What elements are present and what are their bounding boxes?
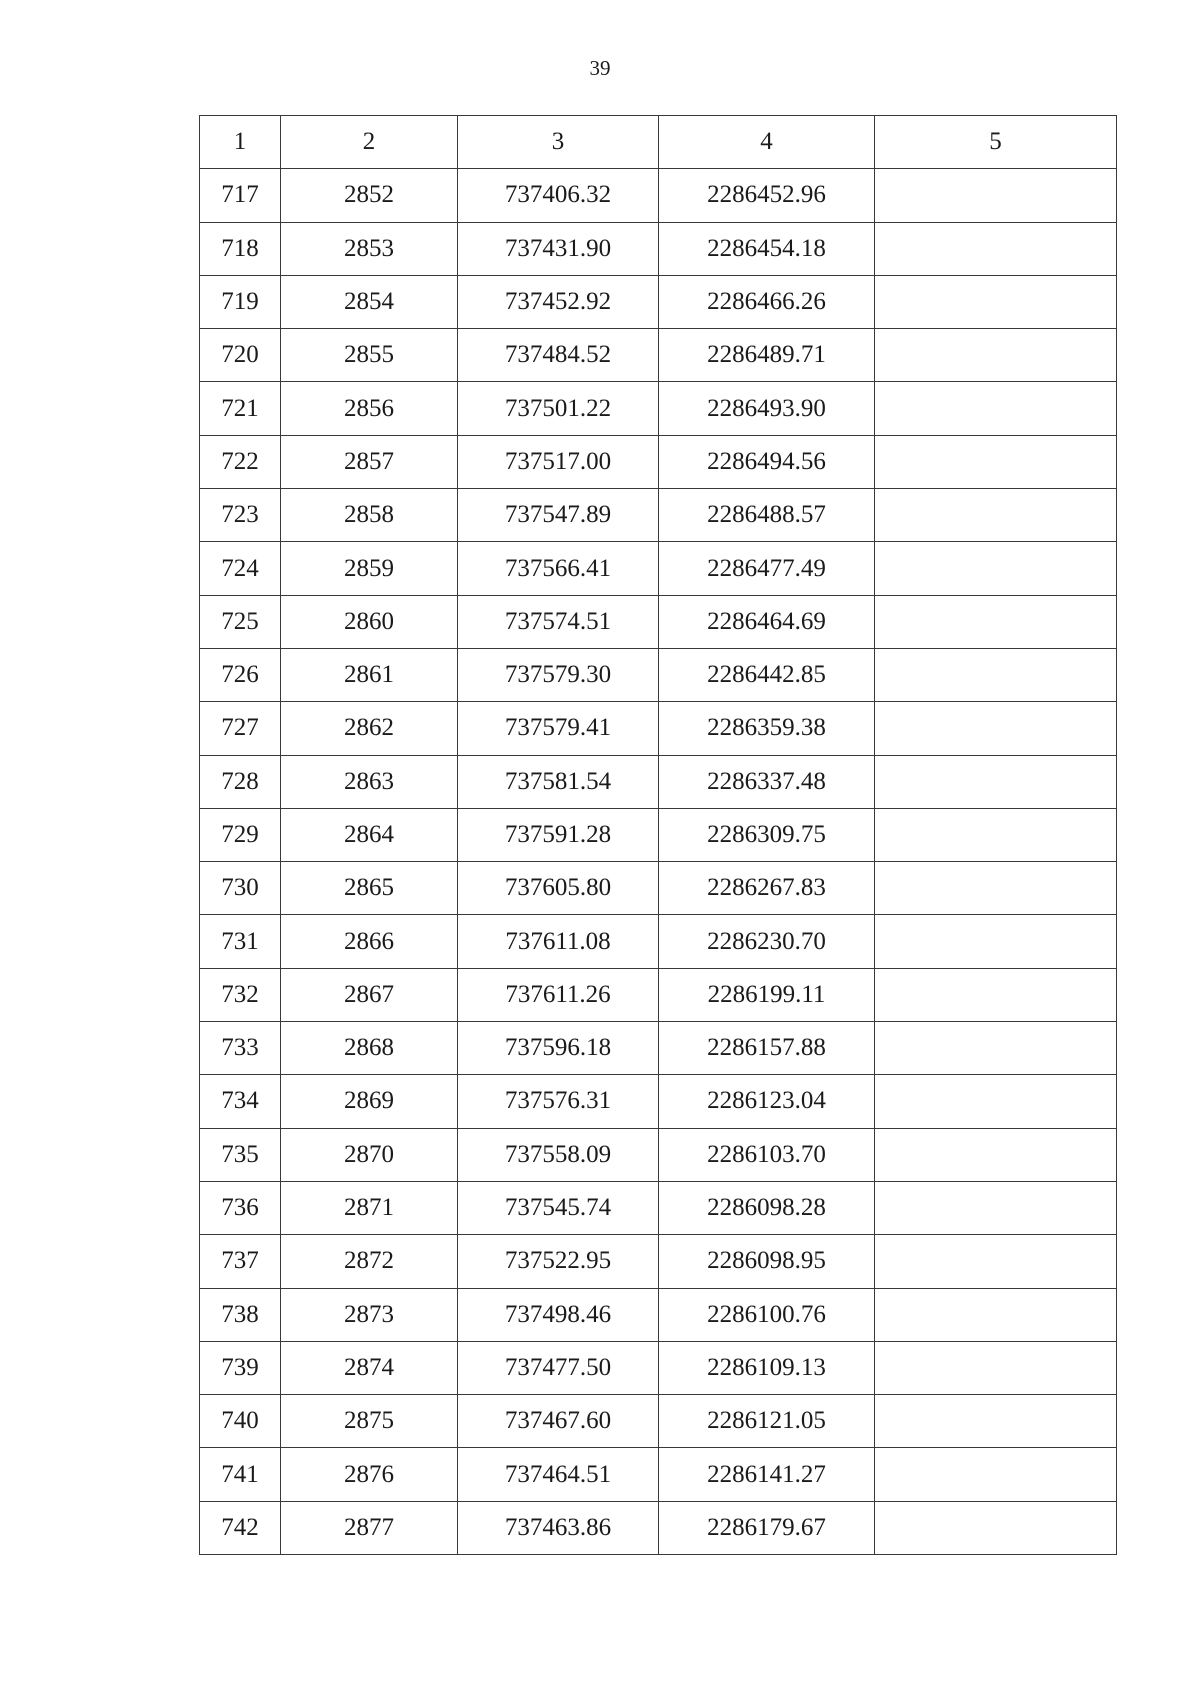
point-number-cell: 2863 bbox=[281, 755, 458, 808]
index-cell: 740 bbox=[200, 1395, 281, 1448]
x-coordinate-cell: 737484.52 bbox=[458, 329, 659, 382]
y-coordinate-cell: 2286121.05 bbox=[659, 1395, 875, 1448]
table-row bbox=[200, 1075, 1117, 1128]
point-number-cell: 2858 bbox=[281, 489, 458, 542]
table-row bbox=[200, 275, 1117, 328]
y-coordinate-cell: 2286199.11 bbox=[659, 968, 875, 1021]
y-coordinate-cell: 2286141.27 bbox=[659, 1448, 875, 1501]
point-number-cell: 2873 bbox=[281, 1288, 458, 1341]
note-cell bbox=[875, 648, 1117, 701]
index-cell: 725 bbox=[200, 595, 281, 648]
index-cell: 722 bbox=[200, 435, 281, 488]
x-coordinate-cell: 737406.32 bbox=[458, 169, 659, 222]
y-coordinate-cell: 2286098.95 bbox=[659, 1235, 875, 1288]
x-coordinate-cell: 737545.74 bbox=[458, 1181, 659, 1234]
index-cell: 729 bbox=[200, 808, 281, 861]
point-number-cell: 2869 bbox=[281, 1075, 458, 1128]
table-row bbox=[200, 542, 1117, 595]
index-cell: 731 bbox=[200, 915, 281, 968]
point-number-cell: 2860 bbox=[281, 595, 458, 648]
index-cell: 734 bbox=[200, 1075, 281, 1128]
index-cell: 727 bbox=[200, 702, 281, 755]
index-cell: 737 bbox=[200, 1235, 281, 1288]
y-coordinate-cell: 2286309.75 bbox=[659, 808, 875, 861]
index-cell: 733 bbox=[200, 1022, 281, 1075]
y-coordinate-cell: 2286464.69 bbox=[659, 595, 875, 648]
point-number-cell: 2856 bbox=[281, 382, 458, 435]
table-row bbox=[200, 435, 1117, 488]
x-coordinate-cell: 737576.31 bbox=[458, 1075, 659, 1128]
point-number-cell: 2868 bbox=[281, 1022, 458, 1075]
x-coordinate-cell: 737591.28 bbox=[458, 808, 659, 861]
index-cell: 723 bbox=[200, 489, 281, 542]
table-row bbox=[200, 968, 1117, 1021]
note-cell bbox=[875, 542, 1117, 595]
y-coordinate-cell: 2286359.38 bbox=[659, 702, 875, 755]
point-number-cell: 2874 bbox=[281, 1341, 458, 1394]
y-coordinate-cell: 2286494.56 bbox=[659, 435, 875, 488]
index-cell: 732 bbox=[200, 968, 281, 1021]
point-number-cell: 2864 bbox=[281, 808, 458, 861]
index-cell: 741 bbox=[200, 1448, 281, 1501]
index-cell: 718 bbox=[200, 222, 281, 275]
x-coordinate-cell: 737558.09 bbox=[458, 1128, 659, 1181]
y-coordinate-cell: 2286123.04 bbox=[659, 1075, 875, 1128]
page-number: 39 bbox=[589, 56, 611, 80]
x-coordinate-cell: 737611.26 bbox=[458, 968, 659, 1021]
note-cell bbox=[875, 169, 1117, 222]
point-number-cell: 2877 bbox=[281, 1501, 458, 1554]
note-cell bbox=[875, 1395, 1117, 1448]
note-cell bbox=[875, 382, 1117, 435]
table-row bbox=[200, 1448, 1117, 1501]
note-cell bbox=[875, 1075, 1117, 1128]
point-number-cell: 2853 bbox=[281, 222, 458, 275]
index-cell: 742 bbox=[200, 1501, 281, 1554]
header-cell-5: 5 bbox=[875, 116, 1117, 169]
note-cell bbox=[875, 1022, 1117, 1075]
x-coordinate-cell: 737463.86 bbox=[458, 1501, 659, 1554]
point-number-cell: 2866 bbox=[281, 915, 458, 968]
table-row bbox=[200, 222, 1117, 275]
y-coordinate-cell: 2286100.76 bbox=[659, 1288, 875, 1341]
index-cell: 736 bbox=[200, 1181, 281, 1234]
index-cell: 728 bbox=[200, 755, 281, 808]
table-row bbox=[200, 595, 1117, 648]
table-row bbox=[200, 1181, 1117, 1234]
note-cell bbox=[875, 329, 1117, 382]
x-coordinate-cell: 737581.54 bbox=[458, 755, 659, 808]
note-cell bbox=[875, 915, 1117, 968]
note-cell bbox=[875, 702, 1117, 755]
index-cell: 735 bbox=[200, 1128, 281, 1181]
y-coordinate-cell: 2286493.90 bbox=[659, 382, 875, 435]
note-cell bbox=[875, 595, 1117, 648]
table-row bbox=[200, 329, 1117, 382]
y-coordinate-cell: 2286452.96 bbox=[659, 169, 875, 222]
point-number-cell: 2875 bbox=[281, 1395, 458, 1448]
x-coordinate-cell: 737566.41 bbox=[458, 542, 659, 595]
point-number-cell: 2865 bbox=[281, 862, 458, 915]
y-coordinate-cell: 2286098.28 bbox=[659, 1181, 875, 1234]
point-number-cell: 2855 bbox=[281, 329, 458, 382]
y-coordinate-cell: 2286477.49 bbox=[659, 542, 875, 595]
point-number-cell: 2871 bbox=[281, 1181, 458, 1234]
index-cell: 738 bbox=[200, 1288, 281, 1341]
table-header-row bbox=[200, 116, 1117, 169]
y-coordinate-cell: 2286157.88 bbox=[659, 1022, 875, 1075]
note-cell bbox=[875, 808, 1117, 861]
x-coordinate-cell: 737579.30 bbox=[458, 648, 659, 701]
point-number-cell: 2859 bbox=[281, 542, 458, 595]
table-row bbox=[200, 169, 1117, 222]
x-coordinate-cell: 737501.22 bbox=[458, 382, 659, 435]
x-coordinate-cell: 737467.60 bbox=[458, 1395, 659, 1448]
y-coordinate-cell: 2286454.18 bbox=[659, 222, 875, 275]
table-row bbox=[200, 382, 1117, 435]
y-coordinate-cell: 2286179.67 bbox=[659, 1501, 875, 1554]
note-cell bbox=[875, 862, 1117, 915]
note-cell bbox=[875, 1181, 1117, 1234]
index-cell: 717 bbox=[200, 169, 281, 222]
x-coordinate-cell: 737574.51 bbox=[458, 595, 659, 648]
point-number-cell: 2867 bbox=[281, 968, 458, 1021]
x-coordinate-cell: 737452.92 bbox=[458, 275, 659, 328]
point-number-cell: 2854 bbox=[281, 275, 458, 328]
x-coordinate-cell: 737498.46 bbox=[458, 1288, 659, 1341]
coordinates-table bbox=[199, 115, 1117, 1555]
y-coordinate-cell: 2286103.70 bbox=[659, 1128, 875, 1181]
header-cell-3: 3 bbox=[458, 116, 659, 169]
table-row bbox=[200, 1341, 1117, 1394]
note-cell bbox=[875, 968, 1117, 1021]
table-body bbox=[200, 116, 1117, 1555]
index-cell: 721 bbox=[200, 382, 281, 435]
note-cell bbox=[875, 1341, 1117, 1394]
table-row bbox=[200, 1235, 1117, 1288]
y-coordinate-cell: 2286109.13 bbox=[659, 1341, 875, 1394]
y-coordinate-cell: 2286466.26 bbox=[659, 275, 875, 328]
note-cell bbox=[875, 435, 1117, 488]
x-coordinate-cell: 737477.50 bbox=[458, 1341, 659, 1394]
header-cell-1: 1 bbox=[200, 116, 281, 169]
index-cell: 720 bbox=[200, 329, 281, 382]
y-coordinate-cell: 2286489.71 bbox=[659, 329, 875, 382]
point-number-cell: 2862 bbox=[281, 702, 458, 755]
x-coordinate-cell: 737611.08 bbox=[458, 915, 659, 968]
note-cell bbox=[875, 1128, 1117, 1181]
table-row bbox=[200, 489, 1117, 542]
index-cell: 724 bbox=[200, 542, 281, 595]
header-cell-4: 4 bbox=[659, 116, 875, 169]
point-number-cell: 2852 bbox=[281, 169, 458, 222]
header-cell-2: 2 bbox=[281, 116, 458, 169]
table-row bbox=[200, 702, 1117, 755]
table-row bbox=[200, 755, 1117, 808]
note-cell bbox=[875, 275, 1117, 328]
index-cell: 719 bbox=[200, 275, 281, 328]
x-coordinate-cell: 737517.00 bbox=[458, 435, 659, 488]
x-coordinate-cell: 737431.90 bbox=[458, 222, 659, 275]
table-row bbox=[200, 1501, 1117, 1554]
x-coordinate-cell: 737605.80 bbox=[458, 862, 659, 915]
note-cell bbox=[875, 1235, 1117, 1288]
y-coordinate-cell: 2286230.70 bbox=[659, 915, 875, 968]
y-coordinate-cell: 2286488.57 bbox=[659, 489, 875, 542]
table-row bbox=[200, 1395, 1117, 1448]
table-row bbox=[200, 648, 1117, 701]
table-row bbox=[200, 808, 1117, 861]
table-row bbox=[200, 915, 1117, 968]
index-cell: 739 bbox=[200, 1341, 281, 1394]
point-number-cell: 2876 bbox=[281, 1448, 458, 1501]
table-row bbox=[200, 1022, 1117, 1075]
point-number-cell: 2872 bbox=[281, 1235, 458, 1288]
point-number-cell: 2870 bbox=[281, 1128, 458, 1181]
note-cell bbox=[875, 489, 1117, 542]
index-cell: 730 bbox=[200, 862, 281, 915]
x-coordinate-cell: 737522.95 bbox=[458, 1235, 659, 1288]
x-coordinate-cell: 737464.51 bbox=[458, 1448, 659, 1501]
note-cell bbox=[875, 1501, 1117, 1554]
index-cell: 726 bbox=[200, 648, 281, 701]
y-coordinate-cell: 2286442.85 bbox=[659, 648, 875, 701]
note-cell bbox=[875, 1288, 1117, 1341]
x-coordinate-cell: 737596.18 bbox=[458, 1022, 659, 1075]
y-coordinate-cell: 2286337.48 bbox=[659, 755, 875, 808]
table-row bbox=[200, 862, 1117, 915]
note-cell bbox=[875, 755, 1117, 808]
point-number-cell: 2857 bbox=[281, 435, 458, 488]
x-coordinate-cell: 737579.41 bbox=[458, 702, 659, 755]
x-coordinate-cell: 737547.89 bbox=[458, 489, 659, 542]
note-cell bbox=[875, 1448, 1117, 1501]
y-coordinate-cell: 2286267.83 bbox=[659, 862, 875, 915]
point-number-cell: 2861 bbox=[281, 648, 458, 701]
table-row bbox=[200, 1288, 1117, 1341]
table-row bbox=[200, 1128, 1117, 1181]
note-cell bbox=[875, 222, 1117, 275]
